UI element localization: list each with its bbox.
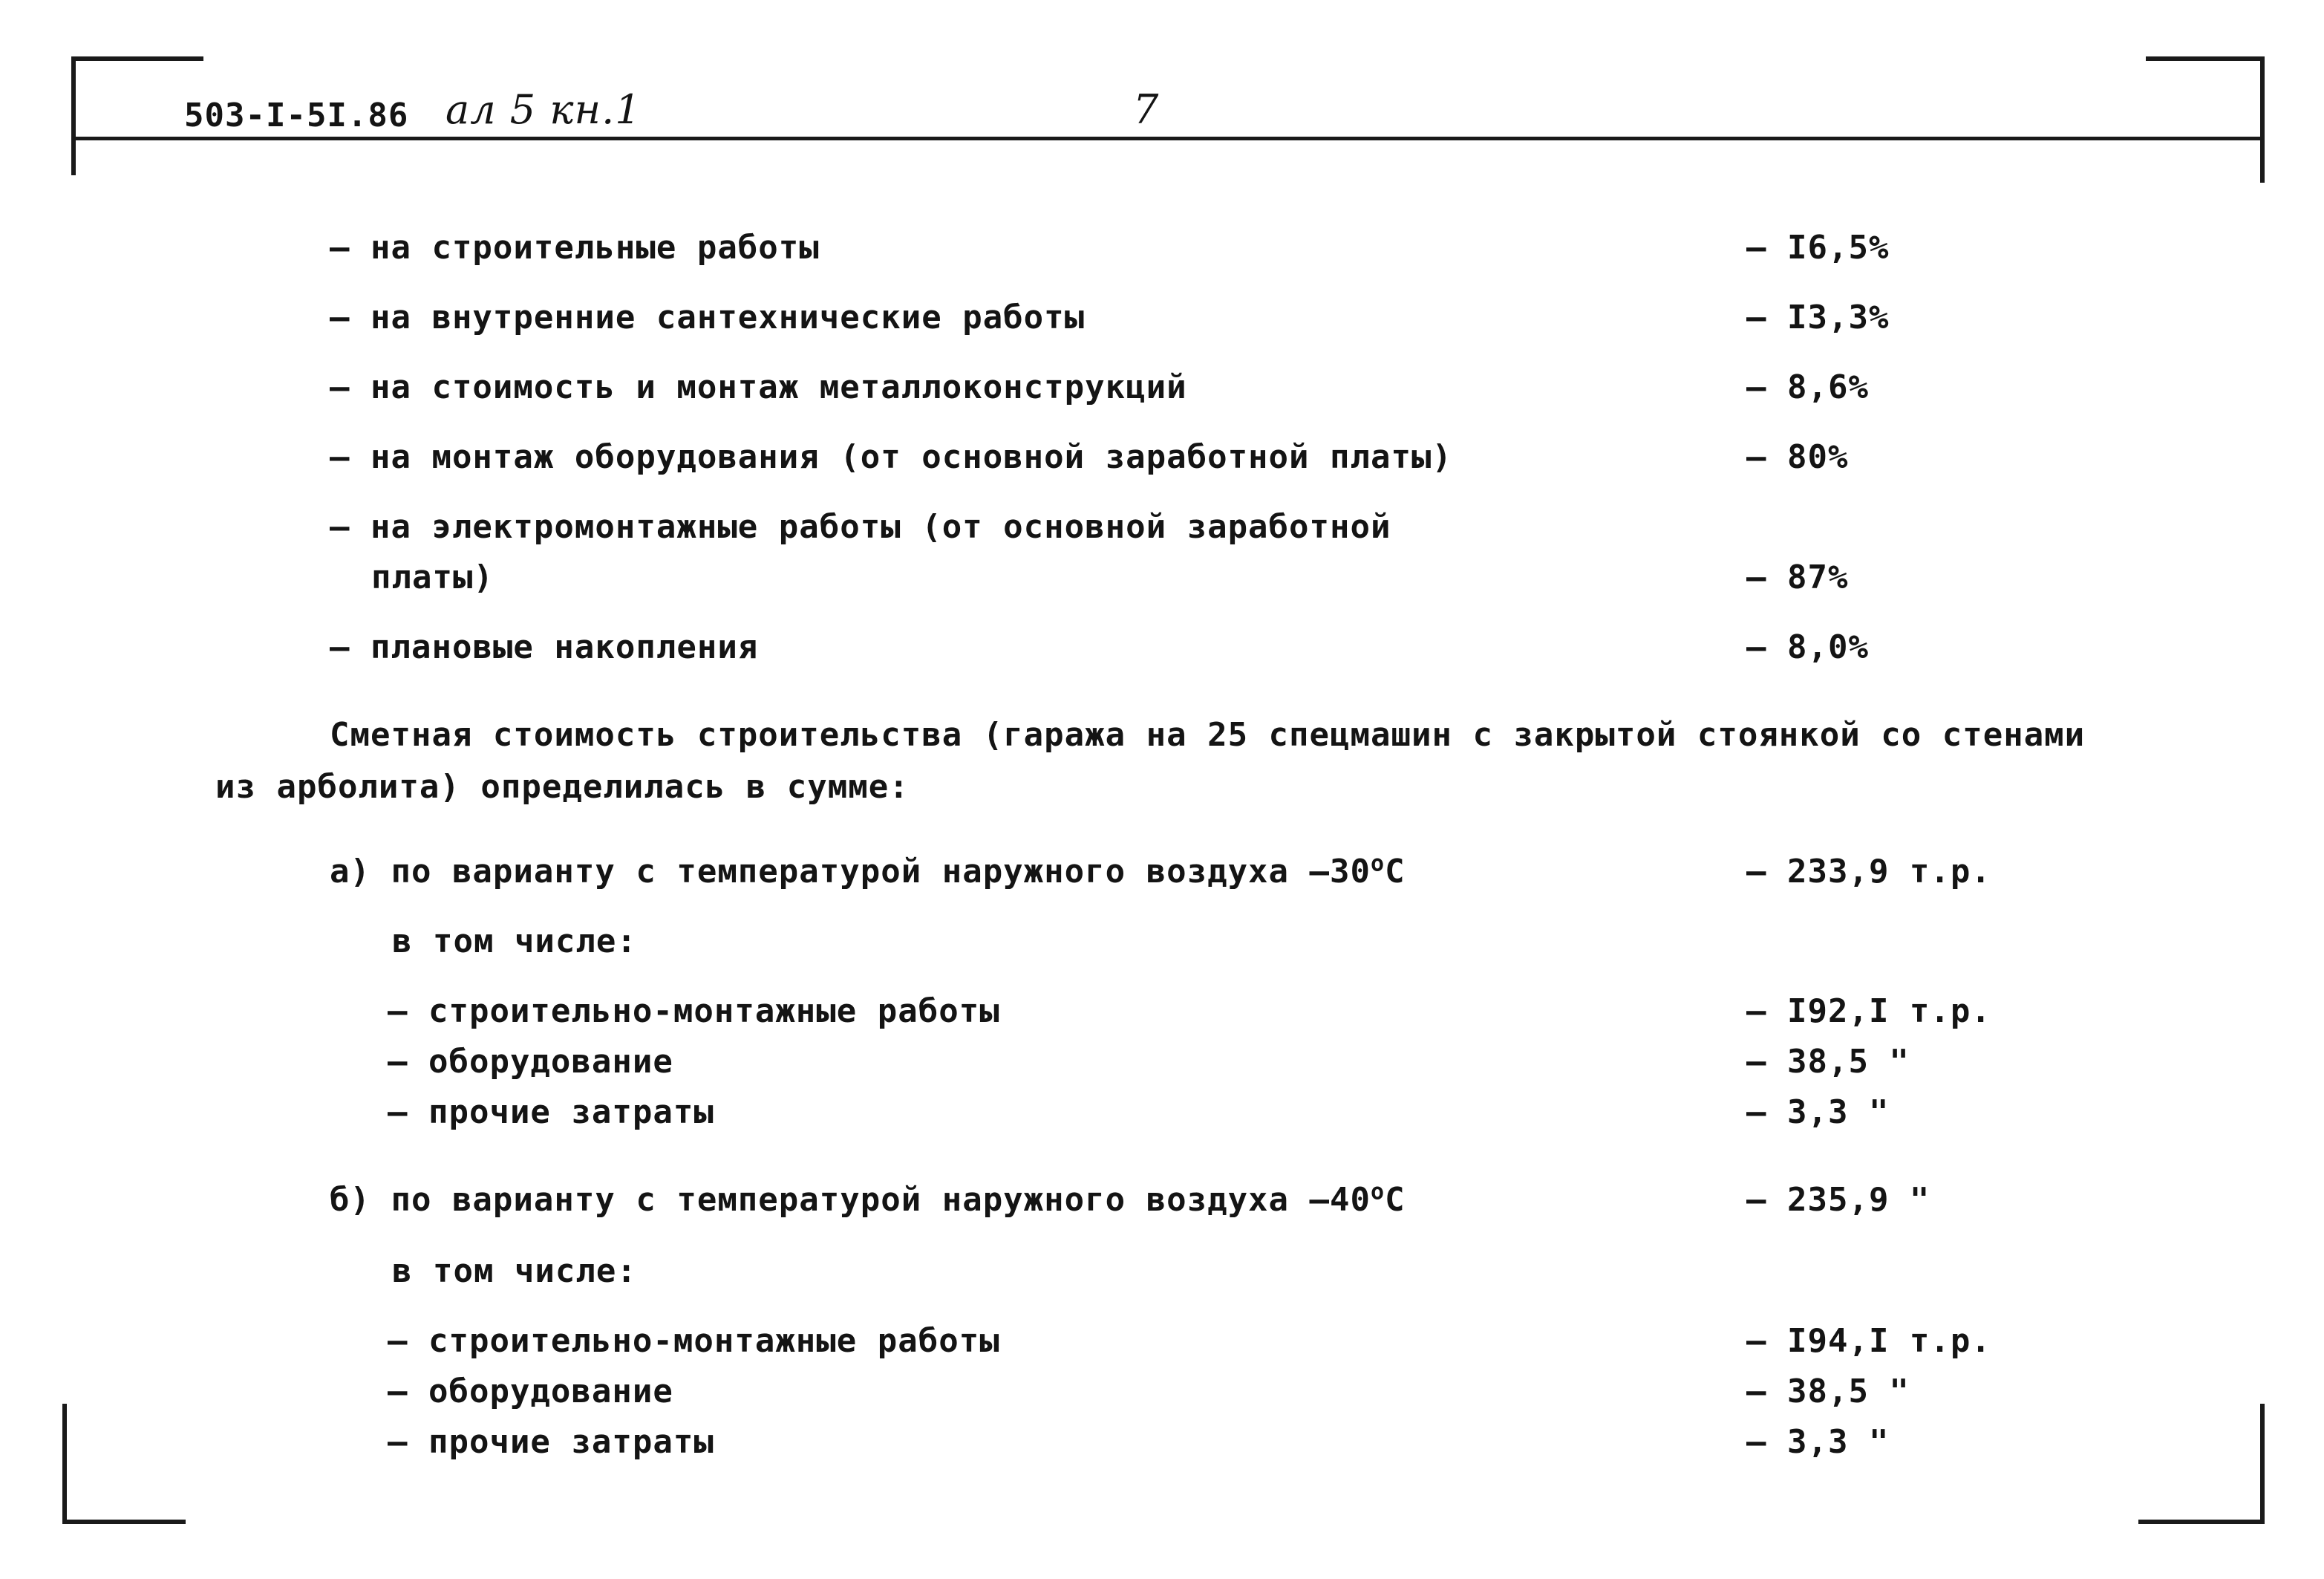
cost-item-value: – 3,3 " xyxy=(1746,1423,1890,1461)
variant-b-total: – 235,9 " xyxy=(1746,1181,1930,1219)
paragraph-line: Сметная стоимость строительства (гаража на 25 спецмашин с закрытой стоянкой со стенами xyxy=(330,716,2086,754)
rate-value: – 87% xyxy=(1746,559,1849,596)
rate-value: – 8,6% xyxy=(1746,368,1869,406)
page-number: 7 xyxy=(1133,86,1160,133)
rate-value: – I3,3% xyxy=(1746,299,1890,336)
cost-item-value: – 38,5 " xyxy=(1746,1043,1910,1081)
frame-top-right-v xyxy=(2260,56,2265,183)
variant-a-heading xyxy=(330,851,1406,893)
cost-item-label: – строительно-монтажные работы xyxy=(388,1322,1000,1360)
degree-symbol: о xyxy=(1371,1179,1385,1205)
frame-bottom-right-h xyxy=(2138,1520,2265,1524)
celsius-unit: С xyxy=(1385,1181,1406,1219)
variant-b-heading xyxy=(330,1179,1406,1221)
degree-symbol: о xyxy=(1371,850,1385,877)
frame-top-left-v xyxy=(71,56,76,175)
rate-label: – на стоимость и монтаж металлоконструкций xyxy=(330,368,1187,406)
frame-bottom-right-v xyxy=(2260,1404,2265,1523)
paragraph-line: из арболита) определилась в сумме: xyxy=(215,768,910,806)
cost-item-value: – I94,I т.р. xyxy=(1746,1322,1991,1360)
rate-value: – I6,5% xyxy=(1746,229,1890,267)
frame-bottom-left-h xyxy=(62,1520,186,1524)
frame-top-left-h xyxy=(71,56,203,61)
cost-item-label: – оборудование xyxy=(388,1373,673,1410)
cost-item-value: – 3,3 " xyxy=(1746,1093,1890,1131)
rate-value: – 80% xyxy=(1746,438,1849,476)
rate-label: – на строительные работы xyxy=(330,229,820,267)
variant-b-subheading: в том числе: xyxy=(392,1252,637,1290)
rate-label: – на электромонтажные работы (от основной заработной xyxy=(330,508,1391,546)
frame-top-right-h xyxy=(2146,56,2265,61)
cost-item-label: – оборудование xyxy=(388,1043,673,1081)
header-rule xyxy=(71,137,2265,140)
rate-label: – плановые накопления xyxy=(330,628,759,666)
cost-item-label: – строительно-монтажные работы xyxy=(388,992,1000,1030)
frame-bottom-left-v xyxy=(62,1404,67,1523)
cost-item-label: – прочие затраты xyxy=(388,1093,714,1131)
rate-label-continuation: платы) xyxy=(371,559,494,596)
rate-label: – на монтаж оборудования (от основной заработной платы) xyxy=(330,438,1452,476)
handwritten-album-note: ал 5 кн.1 xyxy=(445,86,642,133)
celsius-unit: С xyxy=(1385,853,1406,891)
variant-a-total: – 233,9 т.р. xyxy=(1746,853,1991,891)
cost-item-value: – 38,5 " xyxy=(1746,1373,1910,1410)
rate-value: – 8,0% xyxy=(1746,628,1869,666)
variant-b-text: б) по варианту с температурой наружного воздуха –40 xyxy=(330,1181,1371,1219)
cost-item-value: – I92,I т.р. xyxy=(1746,992,1991,1030)
variant-a-subheading: в том числе: xyxy=(392,922,637,960)
rate-label: – на внутренние сантехнические работы xyxy=(330,299,1086,336)
cost-item-label: – прочие затраты xyxy=(388,1423,714,1461)
document-code: 503-I-5I.86 xyxy=(184,97,409,134)
variant-a-text: а) по варианту с температурой наружного воздуха –30 xyxy=(330,853,1371,891)
